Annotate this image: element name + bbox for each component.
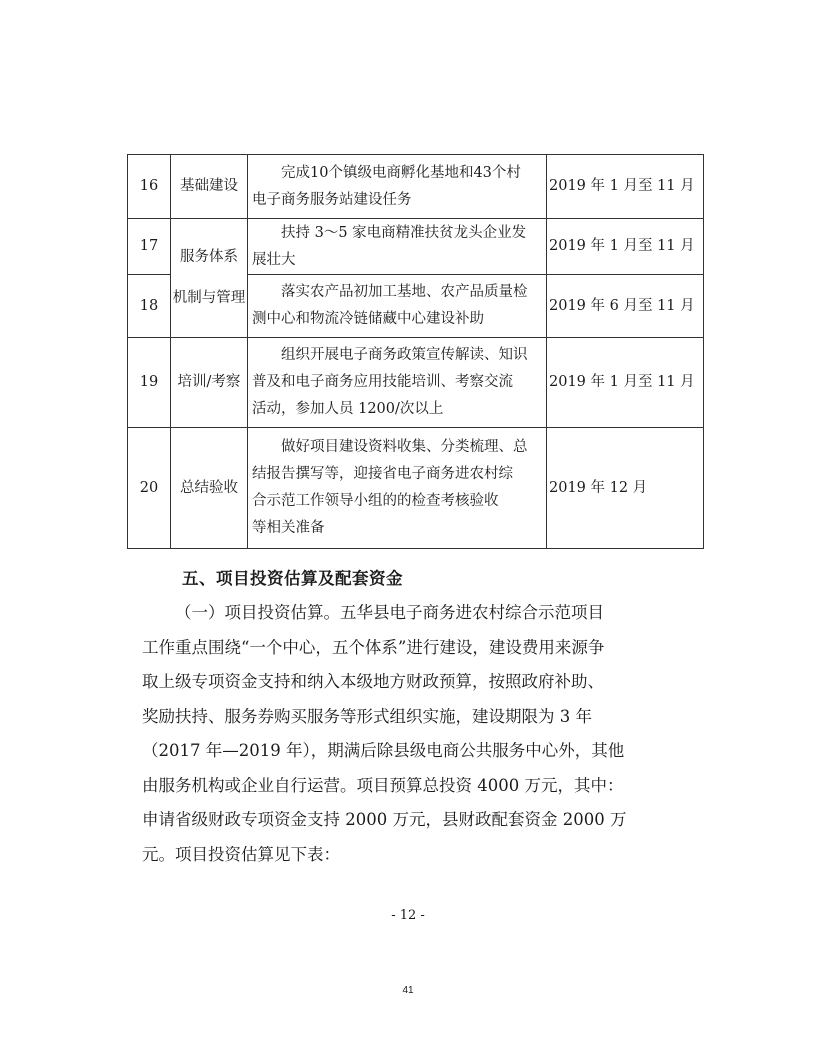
schedule-table (127, 154, 704, 549)
table-row (128, 428, 704, 549)
category-line: 机制与管理 (172, 290, 246, 306)
content-line: 做好项目建设资料收集、分类梳理、总 (281, 439, 528, 455)
row-content (248, 275, 547, 338)
body-paragraph (142, 596, 682, 872)
row-category: 基础建设 (171, 155, 248, 219)
paragraph-line: 由服务机构或企业自行运营。项目预算总投资 4000 万元，其中： (142, 775, 624, 795)
row-number: 16 (128, 155, 171, 219)
table-row (128, 219, 704, 275)
content-line: 合示范工作领导小组的的检查考核验收 (252, 493, 499, 509)
row-content (248, 155, 547, 219)
paragraph-line: 元。项目投资估算见下表： (142, 844, 340, 864)
content-line: 扶持 3～5 家电商精准扶贫龙头企业发 (281, 224, 527, 241)
content-line: 活动，参加人员 1200/次以上 (252, 401, 444, 417)
row-period: 2019 年 1 月至 11 月 (547, 338, 704, 428)
row-period: 2019 年 1 月至 11 月 (547, 219, 704, 275)
content-line: 组织开展电子商务政策宣传解读、知识 (281, 347, 528, 363)
content-line: 完成10个镇级电商孵化基地和43个村 (281, 164, 521, 181)
row-content (248, 428, 547, 549)
row-category (171, 219, 248, 338)
content-line: 测中心和物流冷链储藏中心建设补助 (252, 311, 484, 327)
row-period: 2019 年 6 月至 11 月 (547, 275, 704, 338)
row-number: 18 (128, 275, 171, 338)
row-number: 19 (128, 338, 171, 428)
category-line: 服务体系 (180, 249, 238, 265)
row-category: 总结验收 (171, 428, 248, 549)
table-row (128, 338, 704, 428)
row-number: 17 (128, 219, 171, 275)
content-line: 电子商务服务站建设任务 (252, 191, 412, 208)
paragraph-line: （一）项目投资估算。五华县电子商务进农村综合示范项目 (175, 603, 604, 622)
row-content (248, 338, 547, 428)
row-content (248, 219, 547, 275)
page-number: - 12 - (391, 908, 425, 923)
content-line: 普及和电子商务应用技能培训、考察交流 (252, 374, 513, 390)
content-line: 等相关准备 (252, 520, 325, 536)
table-row (128, 155, 704, 219)
section-heading: 五、项目投资估算及配套资金 (182, 569, 403, 588)
paragraph-line: （2017 年—2019 年），期满后除县级电商公共服务中心外，其他 (142, 741, 625, 760)
paragraph-line: 取上级专项资金支持和纳入本级地方财政预算，按照政府补助、 (142, 672, 604, 691)
row-number: 20 (128, 428, 171, 549)
paragraph-line: 工作重点围绕“一个中心，五个体系”进行建设，建设费用来源争 (142, 637, 605, 657)
content-line: 结报告撰写等，迎接省电子商务进农村综 (252, 466, 513, 482)
row-period: 2019 年 12 月 (547, 428, 704, 549)
pdf-page-number: 41 (402, 985, 414, 996)
content-line: 落实农产品初加工基地、农产品质量检 (281, 284, 528, 300)
content-line: 展壮大 (252, 251, 296, 268)
paragraph-line: 申请省级财政专项资金支持 2000 万元，县财政配套资金 2000 万 (142, 810, 627, 829)
row-category: 培训/考察 (171, 338, 248, 428)
row-period: 2019 年 1 月至 11 月 (547, 155, 704, 219)
paragraph-line: 奖励扶持、服务券购买服务等形式组织实施，建设期限为 3 年 (142, 706, 592, 726)
